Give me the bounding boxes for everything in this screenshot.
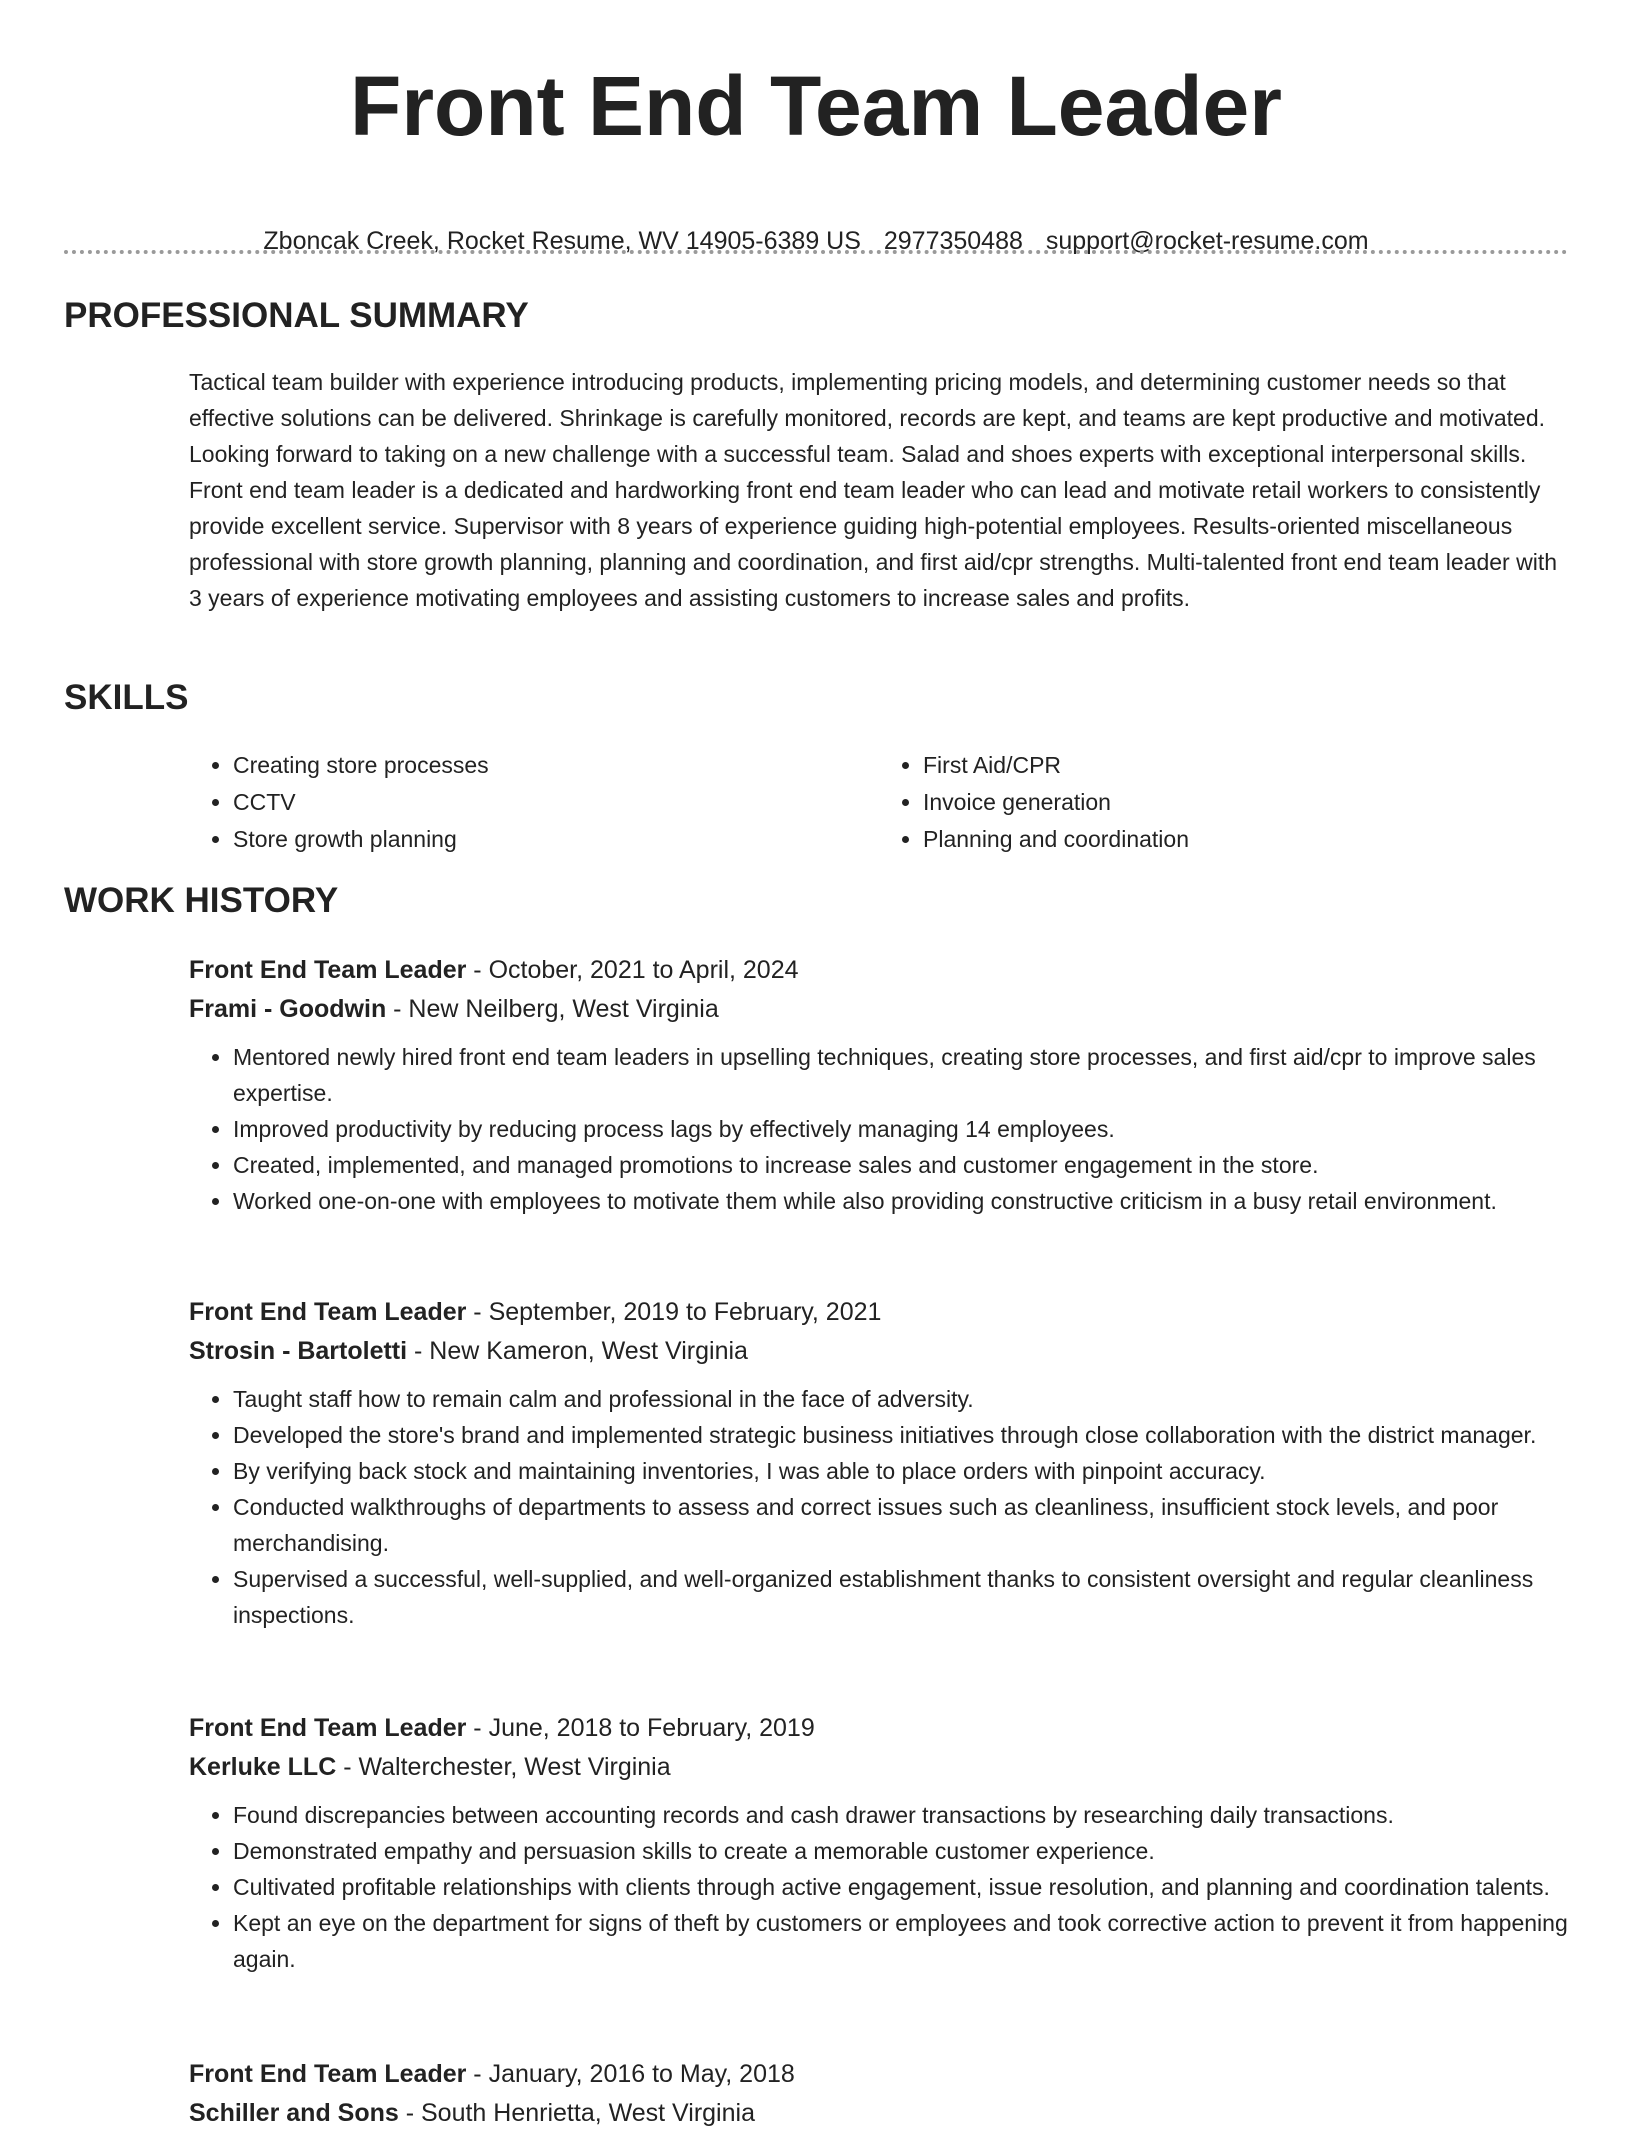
job-company-line	[189, 989, 1571, 1029]
job-company: Frami - Goodwin	[189, 995, 387, 1023]
job-bullet: • Conducted walkthroughs of departments to assess and correct issues such as cleanliness, insufficient stock levels, and poor merchandising.	[233, 1489, 1571, 1561]
job-role: Front End Team Leader	[189, 2060, 467, 2088]
job-bullet: • Worked one-on-one with employees to motivate them while also providing constructive criticism in a busy retail environment.	[233, 1183, 1571, 1219]
job-location: - New Kameron, West Virginia	[407, 1337, 748, 1365]
job-company-line	[189, 1331, 1571, 1371]
contact-email: support@rocket-resume.com	[1045, 227, 1369, 255]
job-bullet: • Developed the store's brand and implemented strategic business initiatives through close collaboration with the district manager.	[233, 1417, 1571, 1453]
job-bullets	[189, 1381, 1571, 1633]
job-bullet: • Cultivated profitable relationships with clients through active engagement, issue resolution, and planning and coordination talents.	[233, 1869, 1571, 1905]
skills-list	[189, 747, 1569, 858]
job-title-line	[189, 1709, 1571, 1747]
job-company: Kerluke LLC	[189, 1753, 337, 1781]
skills-column-right	[879, 747, 1569, 858]
summary-heading: PROFESSIONAL SUMMARY	[64, 296, 529, 335]
job-entry	[189, 1293, 1571, 1633]
contact-phone: 2977350488	[883, 227, 1023, 255]
job-bullet: • Created, implemented, and managed promotions to increase sales and customer engagement in the store.	[233, 1147, 1571, 1183]
skill-item: • Store growth planning	[233, 821, 879, 858]
job-title-line	[189, 951, 1571, 989]
job-bullet: • By verifying back stock and maintaining inventories, I was able to place orders with pinpoint accuracy.	[233, 1453, 1571, 1489]
job-entry	[189, 1709, 1571, 1977]
job-bullet: • Found discrepancies between accounting records and cash drawer transactions by researching daily transactions.	[233, 1797, 1571, 1833]
job-bullet: • Kept an eye on the department for signs of theft by customers or employees and took corrective action to prevent it from happening again.	[233, 1905, 1571, 1977]
contact-address: Zboncak Creek, Rocket Resume, WV 14905-6389 US	[263, 227, 861, 255]
skill-item: • First Aid/CPR	[923, 747, 1569, 784]
job-location: - New Neilberg, West Virginia	[386, 995, 719, 1023]
job-title-line	[189, 2055, 1571, 2093]
candidate-name: Front End Team Leader	[350, 59, 1282, 153]
job-role: Front End Team Leader	[189, 1714, 467, 1742]
header-divider	[64, 250, 1568, 254]
job-company-line	[189, 1747, 1571, 1787]
job-entry	[189, 951, 1571, 1219]
job-location: - Walterchester, West Virginia	[336, 1753, 671, 1781]
job-dates: - October, 2021 to April, 2024	[466, 956, 799, 984]
job-dates: - January, 2016 to May, 2018	[466, 2060, 795, 2088]
job-dates: - June, 2018 to February, 2019	[466, 1714, 815, 1742]
job-bullet: • Demonstrated empathy and persuasion skills to create a memorable customer experience.	[233, 1833, 1571, 1869]
skills-heading: SKILLS	[64, 678, 189, 717]
job-company: Schiller and Sons	[189, 2099, 399, 2127]
job-company: Strosin - Bartoletti	[189, 1337, 408, 1365]
job-role: Front End Team Leader	[189, 1298, 467, 1326]
job-role: Front End Team Leader	[189, 956, 467, 984]
skill-item: • Creating store processes	[233, 747, 879, 784]
summary-text: Tactical team builder with experience introducing products, implementing pricing models, and determining customer needs so that effective solutions can be delivered. Shrinkage is carefully monitored, records are kept, and teams are kept productive and motivated. Looking forward to taking on a new challenge with a successful team. Salad and shoes experts with exceptional interpersonal skills. Front end team leader is a dedicated and hardworking front end team leader who can lead and motivate retail workers to consistently provide excellent service. Supervisor with 8 years of experience guiding high-potential employees. Results-oriented miscellaneous professional with store growth planning, planning and coordination, and first aid/cpr strengths. Multi-talented front end team leader with 3 years of experience motivating employees and assisting customers to increase sales and profits.	[189, 369, 1558, 611]
job-company-line	[189, 2093, 1571, 2133]
skill-item: • Planning and coordination	[923, 821, 1569, 858]
job-dates: - September, 2019 to February, 2021	[466, 1298, 882, 1326]
skills-column-left	[189, 747, 879, 858]
resume-header	[0, 0, 1632, 258]
skill-item: • CCTV	[233, 784, 879, 821]
job-entry	[189, 2055, 1571, 2133]
job-bullet: • Mentored newly hired front end team leaders in upselling techniques, creating store processes, and first aid/cpr to improve sales expertise.	[233, 1039, 1571, 1111]
work-history-heading: WORK HISTORY	[64, 881, 339, 920]
job-bullet: • Taught staff how to remain calm and professional in the face of adversity.	[233, 1381, 1571, 1417]
job-bullets	[189, 1039, 1571, 1219]
job-bullets	[189, 1797, 1571, 1977]
job-title-line	[189, 1293, 1571, 1331]
job-location: - South Henrietta, West Virginia	[398, 2099, 755, 2127]
job-bullet: • Supervised a successful, well-supplied, and well-organized establishment thanks to consistent oversight and regular cleanliness inspections.	[233, 1561, 1571, 1633]
job-bullet: • Improved productivity by reducing process lags by effectively managing 14 employees.	[233, 1111, 1571, 1147]
skill-item: • Invoice generation	[923, 784, 1569, 821]
